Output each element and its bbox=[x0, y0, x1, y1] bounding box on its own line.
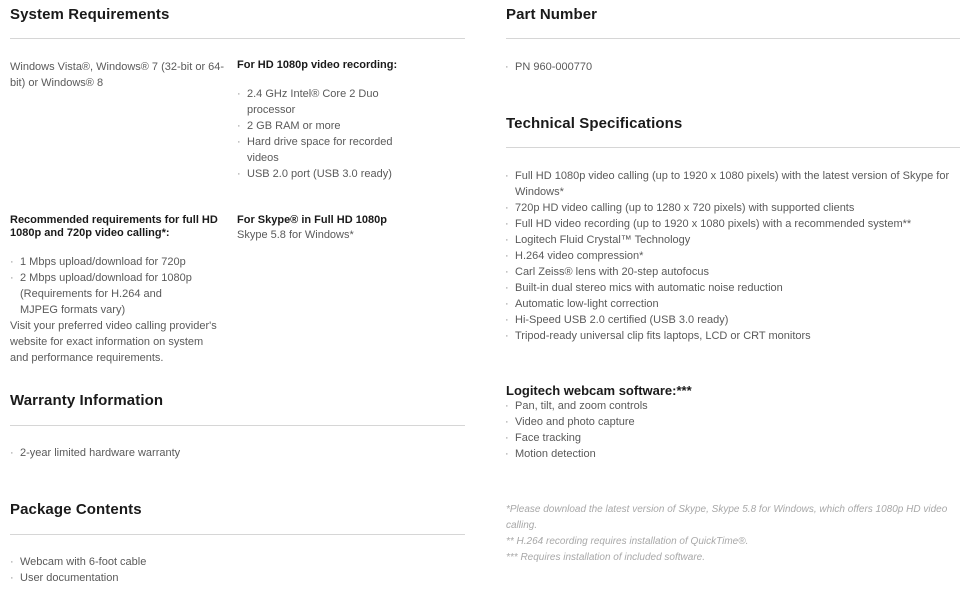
package-contents-list bbox=[10, 554, 450, 586]
footnotes bbox=[506, 502, 956, 566]
list-item: · 2-year limited hardware warranty bbox=[10, 445, 450, 461]
recommended-requirements-heading: Recommended requirements for full HD 1080p and 720p video calling*: bbox=[10, 214, 218, 239]
list-item: · Hi-Speed USB 2.0 certified (USB 3.0 ready) bbox=[505, 312, 955, 328]
divider bbox=[506, 147, 960, 148]
skype-heading: For Skype® in Full HD 1080p bbox=[237, 214, 387, 226]
list-item: · 720p HD video calling (up to 1280 x 720 pixels) with supported clients bbox=[505, 200, 955, 216]
footnote: *** Requires installation of included software. bbox=[506, 552, 705, 563]
list-item: · PN 960-000770 bbox=[505, 59, 945, 75]
list-item: · 1 Mbps upload/download for 720p bbox=[10, 254, 200, 270]
recommended-requirements-list bbox=[10, 254, 200, 318]
list-item: · Hard drive space for recorded videos bbox=[237, 134, 417, 166]
package-contents-title: Package Contents bbox=[10, 501, 142, 518]
list-item: · Pan, tilt, and zoom controls bbox=[505, 398, 945, 414]
list-item: · Video and photo capture bbox=[505, 414, 945, 430]
provider-info-text: Visit your preferred video calling provider's website for exact information on system and performance requirements. bbox=[10, 320, 217, 364]
list-item: · Webcam with 6-foot cable bbox=[10, 554, 450, 570]
list-item: · H.264 video compression* bbox=[505, 248, 955, 264]
os-requirements-text: Windows Vista®, Windows® 7 (32-bit or 64-bit) or Windows® 8 bbox=[10, 61, 225, 89]
system-requirements-title: System Requirements bbox=[10, 6, 170, 23]
divider bbox=[10, 38, 465, 39]
list-item: · 2 Mbps upload/download for 1080p (Requirements for H.264 and MJPEG formats vary) bbox=[10, 270, 200, 318]
list-item: · Automatic low-light correction bbox=[505, 296, 955, 312]
divider bbox=[506, 38, 960, 39]
divider bbox=[10, 534, 465, 535]
list-item: · Tripod-ready universal clip fits laptops, LCD or CRT monitors bbox=[505, 328, 955, 344]
webcam-software-heading: Logitech webcam software:*** bbox=[506, 383, 692, 398]
list-item: · Logitech Fluid Crystal™ Technology bbox=[505, 232, 955, 248]
warranty-list bbox=[10, 445, 450, 461]
skype-version-text: Skype 5.8 for Windows* bbox=[237, 229, 354, 241]
list-item: · USB 2.0 port (USB 3.0 ready) bbox=[237, 166, 417, 182]
footnote: *Please download the latest version of Skype, Skype 5.8 for Windows, which offers 1080p HD video calling. bbox=[506, 504, 948, 531]
list-item: · Full HD video recording (up to 1920 x 1080 pixels) with a recommended system** bbox=[505, 216, 955, 232]
hd-recording-list bbox=[237, 86, 417, 182]
part-number-list bbox=[505, 59, 945, 75]
list-item: · User documentation bbox=[10, 570, 450, 586]
webcam-software-list bbox=[505, 398, 945, 462]
list-item: · Built-in dual stereo mics with automatic noise reduction bbox=[505, 280, 955, 296]
list-item: · Face tracking bbox=[505, 430, 945, 446]
hd-recording-heading: For HD 1080p video recording: bbox=[237, 59, 398, 71]
part-number-title: Part Number bbox=[506, 6, 598, 23]
technical-specifications-list bbox=[505, 168, 955, 344]
technical-specifications-title: Technical Specifications bbox=[506, 115, 683, 132]
list-item: · Full HD 1080p video calling (up to 1920 x 1080 pixels) with the latest version of Skype for Windows* bbox=[505, 168, 955, 200]
list-item: · 2.4 GHz Intel® Core 2 Duo processor bbox=[237, 86, 417, 118]
warranty-title: Warranty Information bbox=[10, 392, 164, 409]
list-item: · Carl Zeiss® lens with 20-step autofocus bbox=[505, 264, 955, 280]
footnote: ** H.264 recording requires installation of QuickTime®. bbox=[506, 536, 749, 547]
list-item: · Motion detection bbox=[505, 446, 945, 462]
list-item: · 2 GB RAM or more bbox=[237, 118, 417, 134]
divider bbox=[10, 425, 465, 426]
